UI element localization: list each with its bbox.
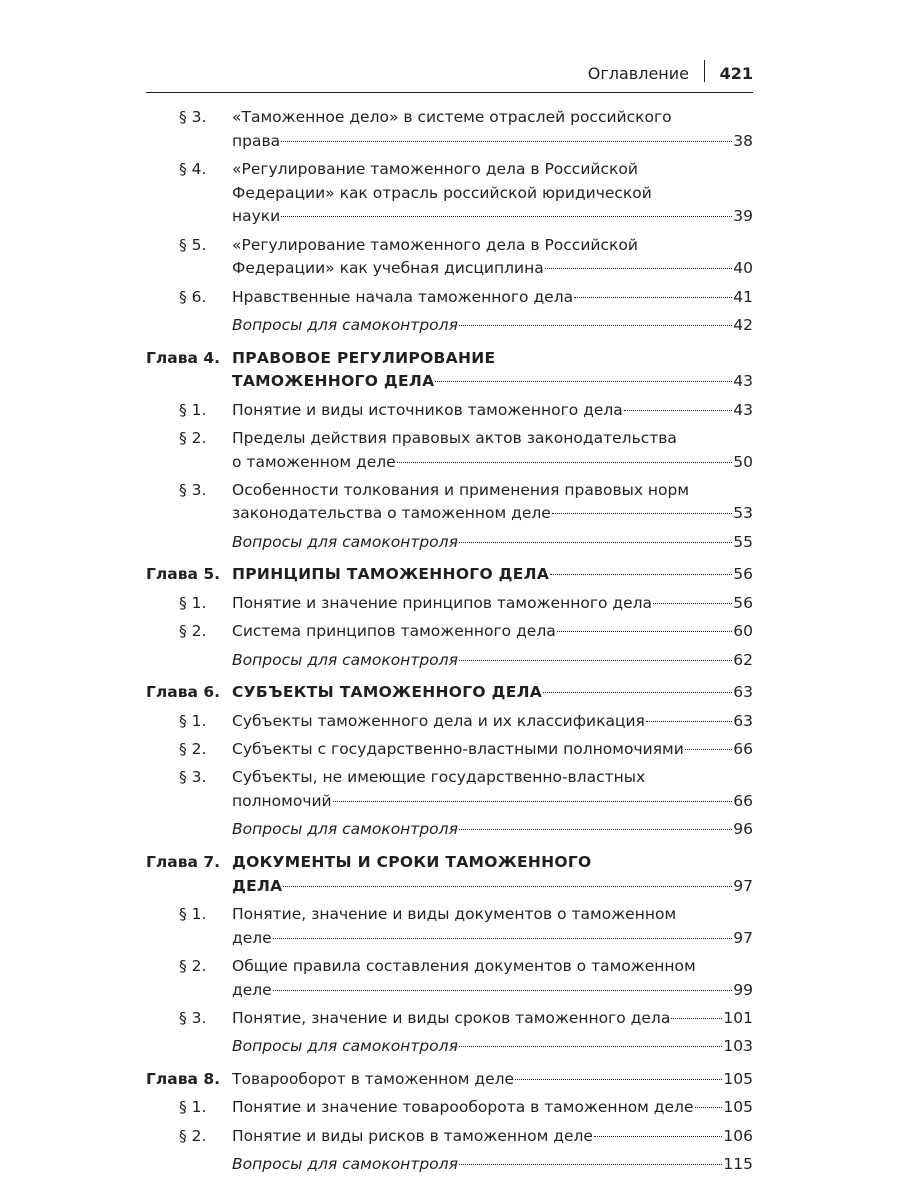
entry-page: 99 xyxy=(733,980,753,999)
dot-leader xyxy=(574,297,732,298)
chapter-number: Глава 6. xyxy=(146,683,221,702)
toc-entry-chapter[interactable] xyxy=(146,563,753,587)
dot-leader xyxy=(552,513,732,514)
toc-entry-chapter[interactable] xyxy=(146,1068,753,1092)
dot-leader xyxy=(695,1107,723,1108)
toc-entry-section[interactable] xyxy=(146,738,753,762)
dot-leader xyxy=(459,1164,723,1165)
dot-leader xyxy=(557,631,733,632)
section-number: § 1. xyxy=(179,400,207,419)
dot-leader xyxy=(594,1136,722,1137)
entry-title-line: ТАМОЖЕННОГО ДЕЛА xyxy=(232,372,435,391)
section-number: § 3. xyxy=(179,108,207,126)
toc-entry-section[interactable] xyxy=(146,955,753,1002)
toc-entry-section[interactable] xyxy=(146,592,753,616)
chapter-number: Глава 4. xyxy=(146,348,221,367)
dot-leader xyxy=(281,141,732,142)
entry-page: 66 xyxy=(733,792,753,810)
page-number: 421 xyxy=(719,64,753,83)
entry-title-line: Вопросы для самоконтроля xyxy=(232,532,458,551)
running-header-title: Оглавление xyxy=(587,64,689,83)
entry-title-line: Федерации» как отрасль российской юридической xyxy=(232,183,652,202)
entry-page: 62 xyxy=(733,650,753,669)
entry-title-line: деле xyxy=(232,980,272,999)
chapter-number: Глава 8. xyxy=(146,1069,221,1088)
entry-title-line: Федерации» как учебная дисциплина xyxy=(232,259,544,278)
dot-leader xyxy=(459,1046,723,1047)
toc-entry-section[interactable] xyxy=(146,620,753,644)
dot-leader xyxy=(671,1018,722,1019)
entry-title-line: Понятие и значение принципов таможенного дела xyxy=(232,593,653,612)
entry-title-line: «Регулирование таможенного дела в Российской xyxy=(232,159,638,178)
entry-page: 63 xyxy=(733,683,753,702)
entry-page: 60 xyxy=(733,622,753,641)
entry-title-line: «Регулирование таможенного дела в Российской xyxy=(232,235,638,254)
entry-page: 50 xyxy=(733,452,753,471)
section-number: § 3. xyxy=(179,480,207,499)
entry-title-line: Субъекты таможенного дела и их классификация xyxy=(232,711,645,730)
entry-title-line: Понятие, значение и виды документов о таможенном xyxy=(232,904,677,923)
dot-leader xyxy=(459,829,732,830)
entry-page: 66 xyxy=(733,740,753,759)
section-number: § 1. xyxy=(179,593,207,612)
dot-leader xyxy=(459,660,732,661)
toc-entry-section[interactable] xyxy=(146,1007,753,1031)
section-number: § 1. xyxy=(179,711,207,730)
entry-page: 56 xyxy=(733,593,753,612)
dot-leader xyxy=(624,410,732,411)
entry-page: 97 xyxy=(733,876,753,895)
entry-page: 38 xyxy=(733,131,753,150)
toc-entry-questions[interactable] xyxy=(146,531,753,555)
entry-title-line: Субъекты, не имеющие государственно-властных xyxy=(232,768,646,787)
entry-page: 53 xyxy=(733,504,753,523)
entry-page: 101 xyxy=(723,1008,753,1027)
toc-entry-section[interactable] xyxy=(146,1096,753,1120)
entry-title-line: ПРИНЦИПЫ ТАМОЖЕННОГО ДЕЛА xyxy=(232,565,550,584)
entry-page: 41 xyxy=(733,287,753,306)
dot-leader xyxy=(515,1079,722,1080)
dot-leader xyxy=(435,381,732,382)
entry-title-line: Субъекты с государственно-властными полномочиями xyxy=(232,740,684,759)
entry-page: 43 xyxy=(733,372,753,391)
toc-entry-section[interactable] xyxy=(146,479,753,526)
section-number: § 1. xyxy=(179,1098,207,1117)
dot-leader xyxy=(685,749,732,750)
entry-page: 39 xyxy=(733,207,753,226)
toc-entry-questions[interactable] xyxy=(146,1153,753,1177)
entry-page: 96 xyxy=(733,820,753,839)
entry-title-line: о таможенном деле xyxy=(232,452,396,471)
dot-leader xyxy=(273,938,733,939)
dot-leader xyxy=(283,886,732,887)
section-number: § 2. xyxy=(179,428,207,447)
entry-title-line: Вопросы для самоконтроля xyxy=(232,1037,458,1056)
dot-leader xyxy=(653,603,732,604)
entry-page: 43 xyxy=(733,400,753,419)
toc-entry-chapter[interactable] xyxy=(146,347,753,394)
entry-title-line: Общие правила составления документов о таможенном xyxy=(232,956,696,975)
section-number: § 2. xyxy=(179,956,207,975)
entry-title-line: ДЕЛА xyxy=(232,876,283,895)
entry-title-line: Вопросы для самоконтроля xyxy=(232,1155,458,1174)
toc-entry-chapter[interactable] xyxy=(146,851,753,898)
entry-page: 42 xyxy=(733,315,753,334)
toc-entry-section[interactable] xyxy=(146,1125,753,1149)
entry-title-line: полномочий xyxy=(232,792,332,810)
dot-leader xyxy=(459,325,732,326)
toc-entry-section[interactable] xyxy=(146,234,753,281)
entry-title-line: СУБЪЕКТЫ ТАМОЖЕННОГО ДЕЛА xyxy=(232,683,543,702)
entry-title-line: ДОКУМЕНТЫ И СРОКИ ТАМОЖЕННОГО xyxy=(232,852,592,871)
toc-entry-section[interactable] xyxy=(146,903,753,950)
dot-leader xyxy=(459,542,732,543)
section-number: § 6. xyxy=(179,287,207,306)
dot-leader xyxy=(543,692,732,693)
section-number: § 2. xyxy=(179,740,207,759)
entry-page: 63 xyxy=(733,711,753,730)
section-number: § 3. xyxy=(179,1008,207,1027)
entry-title-line: Товарооборот в таможенном деле xyxy=(232,1069,515,1088)
toc-entry-questions[interactable] xyxy=(146,818,753,842)
entry-page: 105 xyxy=(723,1069,753,1088)
dot-leader xyxy=(545,268,733,269)
entry-page: 56 xyxy=(733,565,753,584)
entry-title-line: Нравственные начала таможенного дела xyxy=(232,287,574,306)
entry-title-line: Понятие, значение и виды сроков таможенного дела xyxy=(232,1008,671,1027)
toc-entry-section[interactable] xyxy=(146,710,753,734)
section-number: § 2. xyxy=(179,1126,207,1145)
entry-page: 105 xyxy=(723,1098,753,1117)
toc-entry-questions[interactable] xyxy=(146,1035,753,1059)
toc-entry-chapter[interactable] xyxy=(146,681,753,705)
dot-leader xyxy=(333,801,733,802)
running-header xyxy=(146,52,753,93)
entry-title-line: Пределы действия правовых актов законодательства xyxy=(232,428,677,447)
entry-title-line: «Таможенное дело» в системе отраслей российского xyxy=(232,108,672,126)
toc-entry-section[interactable] xyxy=(146,286,753,310)
entry-page: 103 xyxy=(723,1037,753,1056)
entry-title-line: Вопросы для самоконтроля xyxy=(232,820,458,839)
entry-title-line: Вопросы для самоконтроля xyxy=(232,650,458,669)
toc-entry-questions[interactable] xyxy=(146,649,753,673)
dot-leader xyxy=(273,990,733,991)
entry-title-line: законодательства о таможенном деле xyxy=(232,504,551,523)
toc-entry-section[interactable] xyxy=(146,399,753,423)
entry-title-line: Понятие и значение товарооборота в таможенном деле xyxy=(232,1098,694,1117)
entry-page: 40 xyxy=(733,259,753,278)
entry-title-line: Система принципов таможенного дела xyxy=(232,622,556,641)
entry-title-line: Понятие и виды источников таможенного дела xyxy=(232,400,623,419)
toc-entry-section[interactable] xyxy=(146,766,753,813)
entry-title-line: ПРАВОВОЕ РЕГУЛИРОВАНИЕ xyxy=(232,348,496,367)
chapter-number: Глава 5. xyxy=(146,565,221,584)
section-number: § 3. xyxy=(179,768,207,787)
dot-leader xyxy=(281,216,732,217)
toc-entry-section[interactable] xyxy=(146,158,753,229)
section-number: § 1. xyxy=(179,904,207,923)
entry-title-line: деле xyxy=(232,928,272,947)
entry-title-line: Особенности толкования и применения правовых норм xyxy=(232,480,690,499)
entry-page: 115 xyxy=(723,1155,753,1174)
entry-page: 55 xyxy=(733,532,753,551)
entry-page: 97 xyxy=(733,928,753,947)
section-number: § 2. xyxy=(179,622,207,641)
toc-entry-section[interactable] xyxy=(146,427,753,474)
table-of-contents xyxy=(146,106,753,1177)
entry-title-line: Понятие и виды рисков в таможенном деле xyxy=(232,1126,593,1145)
entry-title-line: Вопросы для самоконтроля xyxy=(232,315,458,334)
entry-title-line: права xyxy=(232,131,281,150)
chapter-number: Глава 7. xyxy=(146,852,221,871)
section-number: § 4. xyxy=(179,159,207,178)
dot-leader xyxy=(550,574,732,575)
entry-page: 106 xyxy=(723,1126,753,1145)
dot-leader xyxy=(397,462,733,463)
section-number: § 5. xyxy=(179,235,207,254)
toc-entry-questions[interactable] xyxy=(146,314,753,338)
toc-entry-section[interactable] xyxy=(146,106,753,153)
entry-title-line: науки xyxy=(232,207,281,226)
header-separator xyxy=(704,60,705,82)
dot-leader xyxy=(646,721,732,722)
